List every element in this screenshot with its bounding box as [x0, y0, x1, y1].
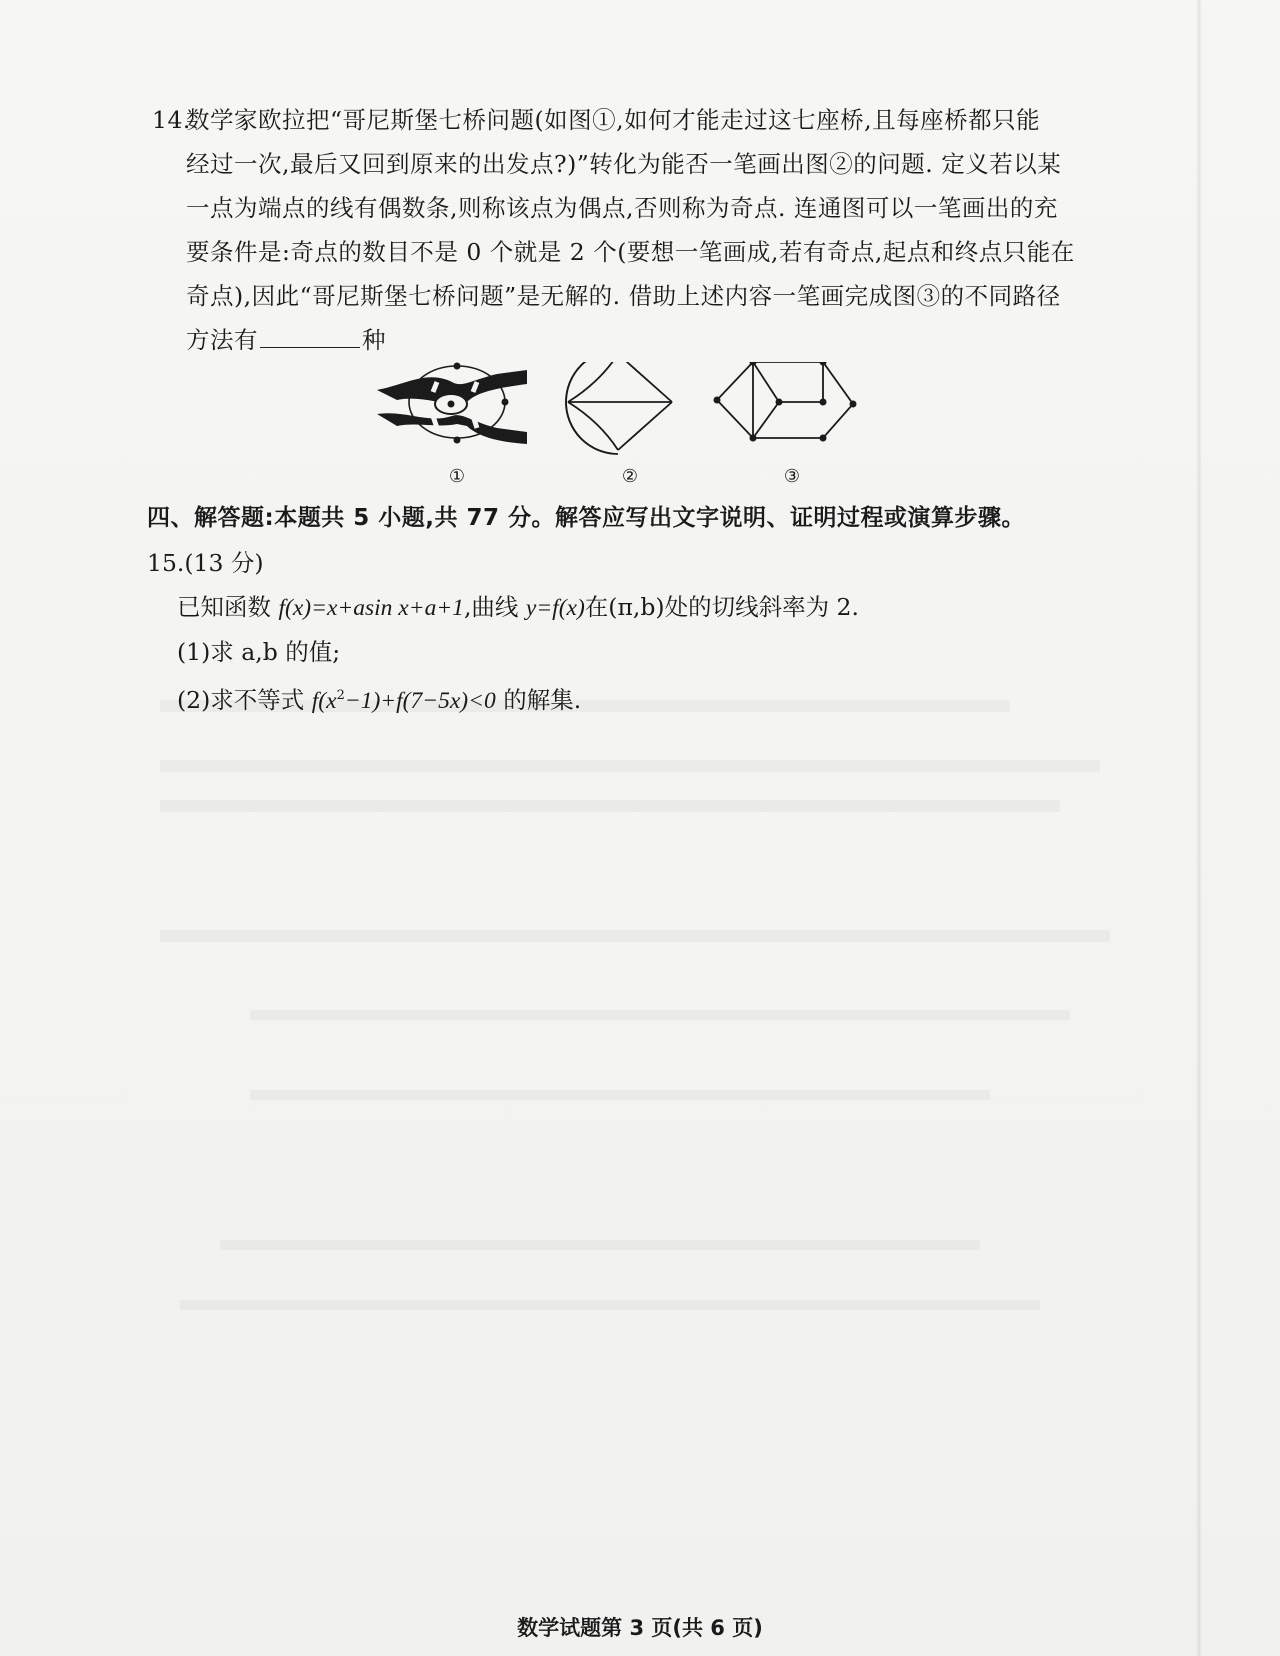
figure-label-1: ①	[448, 466, 466, 487]
question-14-line-3: 一点为端点的线有偶数条,则称该点为偶点,否则称为奇点. 连通图可以一笔画出的充	[186, 194, 1058, 222]
part-2-text: (2)求不等式	[177, 685, 312, 714]
bleed-through-mark	[160, 760, 1100, 772]
answer-prefix: 方法有	[186, 326, 258, 354]
inequality-expression: f(x	[311, 687, 337, 714]
figure-graph-3	[713, 362, 863, 452]
part-2-text: 的解集.	[495, 685, 582, 714]
figures-row	[395, 362, 915, 492]
curve-expression: y=f(x)	[525, 595, 585, 621]
bleed-through-mark	[160, 800, 1060, 812]
page-edge-shadow	[1196, 0, 1202, 1656]
function-definition: f(x)=x+asin x+a+1	[278, 595, 464, 621]
stem-text: 在(π,b)处的切线斜率为 2.	[584, 593, 859, 621]
bleed-through-mark	[250, 1090, 990, 1100]
answer-blank[interactable]	[260, 327, 360, 348]
question-15	[147, 541, 859, 723]
bleed-through-mark	[160, 930, 1110, 942]
figure-label-2: ②	[621, 466, 639, 487]
bleed-through-mark	[250, 1010, 1070, 1020]
page-footer: 数学试题第 3 页(共 6 页)	[517, 1616, 763, 1640]
question-14	[152, 98, 1122, 362]
question-14-line-5: 奇点),因此“哥尼斯堡七桥问题”是无解的. 借助上述内容一笔画完成图③的不同路径	[186, 282, 1061, 310]
question-15-part-1: (1)求 a,b 的值;	[177, 638, 341, 666]
answer-suffix: 种	[362, 326, 386, 354]
question-number: 14.	[152, 106, 191, 134]
question-14-line-4: 要条件是:奇点的数目不是 0 个就是 2 个(要想一笔画成,若有奇点,起点和终点只能在	[186, 238, 1075, 266]
figure-konigsberg-bridges	[377, 362, 537, 462]
question-15-stem	[147, 585, 859, 630]
bleed-through-mark	[220, 1240, 980, 1250]
figure-euler-graph	[560, 362, 680, 462]
question-text: 数学家欧拉把“哥尼斯堡七桥问题(如图①,如何才能走过这七座桥,且每座桥都只能	[186, 106, 1041, 134]
question-14-line-2: 经过一次,最后又回到原来的出发点?)”转化为能否一笔画出图②的问题. 定义若以某	[186, 150, 1062, 178]
section-heading: 四、解答题:本题共 5 小题,共 77 分。解答应写出文字说明、证明过程或演算步骤。	[147, 505, 1025, 531]
question-14-line-6	[152, 318, 1122, 362]
exponent: 2	[336, 688, 345, 703]
figure-label-3: ③	[783, 466, 801, 487]
question-15-header: 15.(13 分)	[147, 549, 264, 577]
question-14-line-1	[152, 98, 1122, 142]
question-15-part-2	[147, 674, 859, 723]
inequality-expression: −1)+f(7−5x)<0	[344, 687, 496, 714]
stem-text: 已知函数	[177, 593, 279, 621]
stem-text: ,曲线	[463, 593, 526, 621]
bleed-through-mark	[180, 1300, 1040, 1310]
